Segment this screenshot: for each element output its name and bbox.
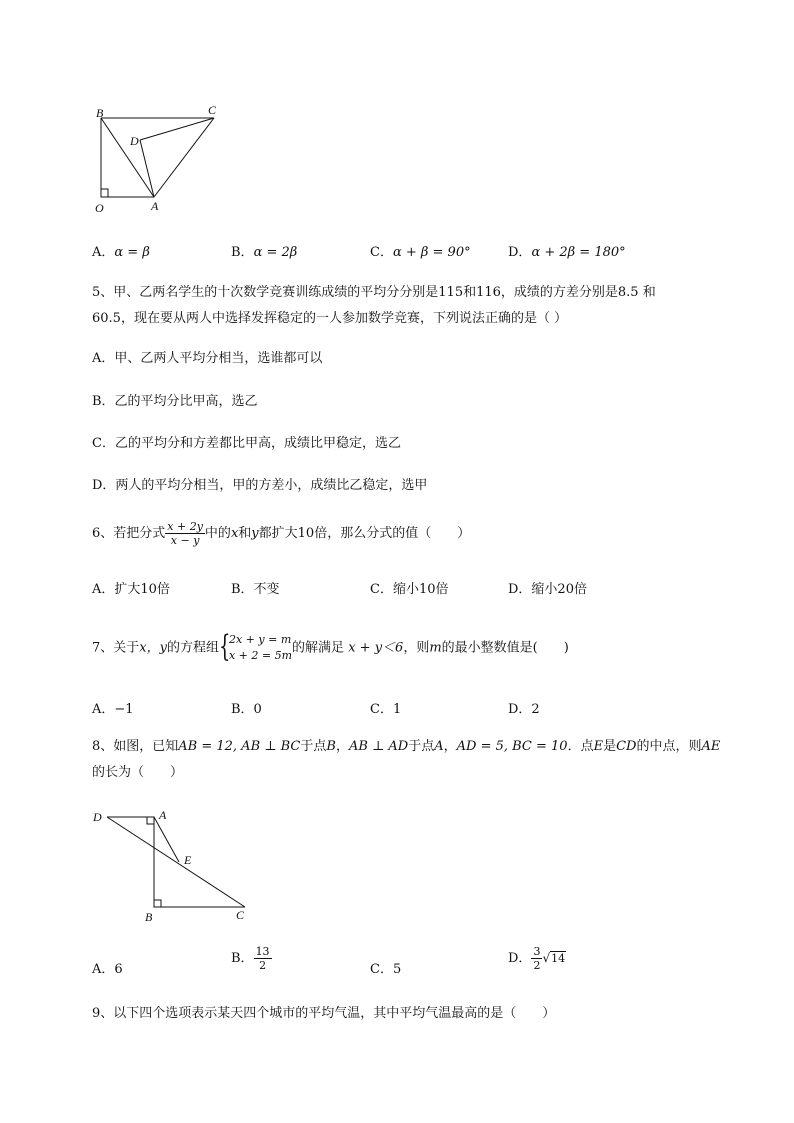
q5-option-b: B．乙的平均分比甲高，选乙	[92, 394, 258, 409]
q7-equation-system: { 2x + y = m x + 2 = 5m	[218, 629, 293, 664]
q9-stem: 9、以下四个选项表示某天四个城市的平均气温，其中平均气温最高的是（ ）	[92, 1006, 556, 1021]
q8-stem-line1: 8、如图，已知AB = 12, AB ⊥ BC于点B，AB ⊥ AD于点A，AD = 5, BC = 10．点E是CD的中点，则AE	[92, 739, 721, 754]
q4-option-d: D．α + 2β = 180°	[508, 245, 626, 260]
figure-quadrilateral-boac	[88, 100, 228, 220]
q5-option-a: A．甲、乙两人平均分相当，选谁都可以	[92, 351, 323, 366]
q4-option-b: B．α = 2β	[231, 245, 298, 260]
q8-stem-line2: 的长为（ ）	[92, 765, 184, 780]
q4-option-a: A．α = β	[92, 245, 150, 260]
q6-option-a: A．扩大10倍	[92, 582, 170, 597]
q8-option-b: B． $\frac{13}{2}$	[231, 945, 270, 972]
fig2-label-c: C	[236, 908, 245, 922]
fig1-label-a: A	[151, 199, 159, 213]
fig2-label-d: D	[93, 810, 102, 824]
q7-option-a: A．−1	[92, 702, 134, 717]
figure-trapezoid-dabc	[88, 805, 258, 925]
q6-stem: 6、若把分式 $\frac{x + 2y}{x - y}$ 中的x和y都扩大10倍，那么分式的值（ ）	[92, 520, 471, 547]
q6-option-b: B．不变	[231, 582, 280, 597]
q6-option-c: C．缩小10倍	[370, 582, 449, 597]
q7-option-d: D．2	[508, 702, 540, 717]
fig2-label-a: A	[159, 808, 167, 822]
q6-option-d: D．缩小20倍	[508, 582, 587, 597]
q5-stem-line2: 60.5，现在要从两人中选择发挥稳定的一人参加数学竞赛，下列说法正确的是（ ）	[92, 311, 568, 326]
fig2-label-b: B	[145, 910, 153, 924]
fig1-label-b: B	[96, 106, 104, 120]
q4-option-c: C．α + β = 90°	[370, 245, 471, 260]
fig1-label-d: D	[130, 134, 139, 148]
q8-option-a: A．6	[92, 962, 123, 977]
q7-option-b: B．0	[231, 702, 262, 717]
fig1-label-o: O	[95, 201, 104, 215]
q7-option-c: C．1	[370, 702, 402, 717]
q6-fraction: $\frac{x + 2y}{x - y}$	[167, 520, 203, 547]
q5-stem-line1: 5、甲、乙两名学生的十次数学竞赛训练成绩的平均分分别是115和116，成绩的方差分别是8.5 和	[92, 285, 656, 300]
q7-stem: 7、关于x，y的方程组 { 2x + y = m x + 2 = 5m 的解满足 x + y＜6，则m的最小整数值是( )	[92, 629, 569, 664]
q5-option-c: C．乙的平均分和方差都比甲高，成绩比甲稳定，选乙	[92, 436, 401, 451]
q5-option-d: D．两人的平均分相当，甲的方差小，成绩比乙稳定，选甲	[92, 478, 428, 493]
q8-option-d: D． $\frac{3}{2}$ √14	[508, 945, 566, 972]
fig1-label-c: C	[208, 103, 217, 117]
fig2-label-e: E	[184, 853, 192, 867]
q8-option-c: C．5	[370, 962, 402, 977]
